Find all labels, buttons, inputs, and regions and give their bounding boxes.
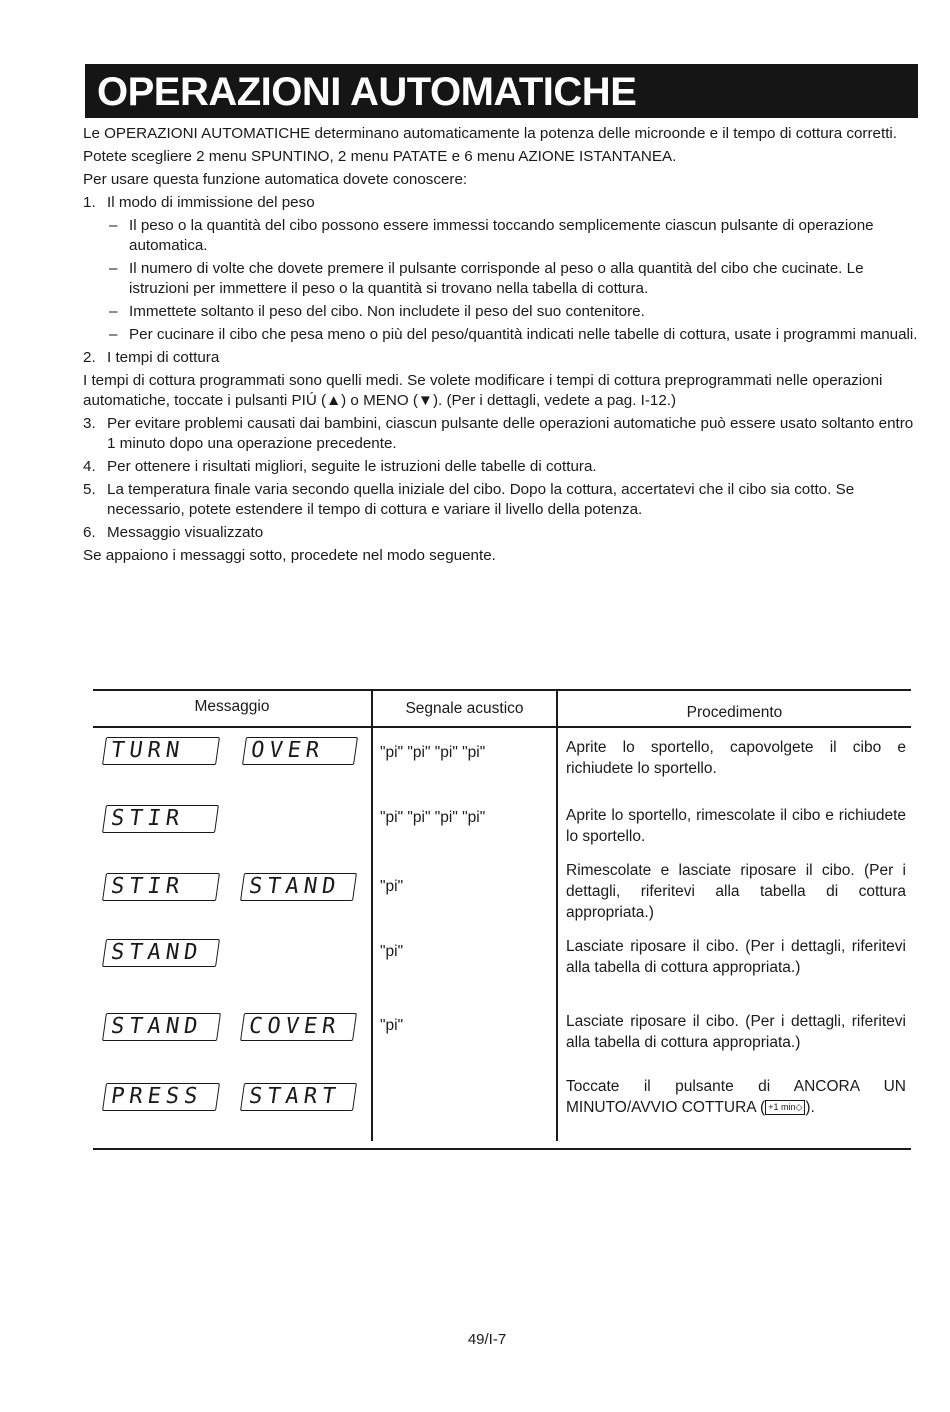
procedure-cell: Aprite lo sportello, rimescolate il cibo e richiudete lo sportello. xyxy=(566,807,906,845)
dash-icon: – xyxy=(109,217,118,234)
header-message: Messaggio xyxy=(194,698,270,715)
list-text: Messaggio visualizzato xyxy=(107,524,264,541)
lcd-display: STIR xyxy=(102,805,219,833)
list-item xyxy=(83,480,919,520)
intro-paragraph: Le OPERAZIONI AUTOMATICHE determinano automaticamente la potenza delle microonde e il tempo di cottura corretti. xyxy=(83,125,898,142)
lcd-display: COVER xyxy=(240,1013,357,1041)
list-text: Il modo di immissione del peso xyxy=(107,194,315,211)
procedure-text: Toccate il pulsante di ANCORA UN MINUTO/AVVIO COTTURA ( xyxy=(566,1078,906,1116)
list-text: Per ottenere i risultati migliori, seguite le istruzioni delle tabelle di cottura. xyxy=(107,458,597,475)
table-column-rule xyxy=(556,689,558,1141)
sound-cell: "pi" "pi" "pi" "pi" xyxy=(380,809,486,826)
lcd-display: STAND xyxy=(240,873,357,901)
list-number: 4. xyxy=(83,458,96,475)
lcd-display: STAND xyxy=(102,939,220,967)
dash-icon: – xyxy=(109,260,118,277)
page-title: OPERAZIONI AUTOMATICHE xyxy=(97,70,637,114)
list-number: 2. xyxy=(83,349,96,366)
list-item xyxy=(83,523,919,543)
list-item xyxy=(83,193,919,213)
bullet-text: Il peso o la quantità del cibo possono essere immessi toccando semplicemente ciascun pulsante di operazione automatica. xyxy=(129,217,874,254)
bullet-item xyxy=(109,259,919,299)
procedure-cell xyxy=(566,1076,906,1118)
lcd-display: TURN xyxy=(102,737,220,765)
list-number: 6. xyxy=(83,524,96,541)
procedure-cell: Lasciate riposare il cibo. (Per i dettagli, riferitevi alla tabella di cottura appropriata.) xyxy=(566,938,906,976)
list-item xyxy=(83,414,919,454)
table-column-rule xyxy=(371,689,373,1141)
lcd-display: STAND xyxy=(102,1013,221,1041)
intro-paragraph: Per usare questa funzione automatica dovete conoscere: xyxy=(83,171,468,188)
message-table xyxy=(93,689,911,1149)
sound-cell: "pi" xyxy=(380,1017,404,1034)
list-detail: Se appaiono i messaggi sotto, procedete nel modo seguente. xyxy=(83,547,496,564)
procedure-text-end: ). xyxy=(805,1099,815,1116)
list-text: La temperatura finale varia secondo quella iniziale del cibo. Dopo la cottura, accertatevi che il cibo sia cotto. Se necessario, potete estendere il tempo di cottura e variare il livello della potenza. xyxy=(107,481,855,518)
title-bar xyxy=(85,64,918,118)
bullet-item xyxy=(109,216,919,256)
lcd-display: STIR xyxy=(102,873,220,901)
list-detail: I tempi di cottura programmati sono quelli medi. Se volete modificare i tempi di cottura preprogrammati nelle operazioni automatiche, toccate i pulsanti PIÚ (▲) o MENO (▼). (Per i dettagli, vedete a pag. I-12.) xyxy=(83,372,883,409)
bullet-item xyxy=(109,302,919,322)
sound-cell: "pi" xyxy=(380,878,404,895)
dash-icon: – xyxy=(109,326,118,343)
list-number: 5. xyxy=(83,481,96,498)
table-bottom-rule xyxy=(93,1148,911,1150)
list-number: 1. xyxy=(83,194,96,211)
bullet-text: Immettete soltanto il peso del cibo. Non includete il peso del suo contenitore. xyxy=(129,303,645,320)
page-number: 49/I-7 xyxy=(467,1331,507,1348)
sound-cell: "pi" "pi" "pi" "pi" xyxy=(380,744,486,761)
list-item xyxy=(83,348,919,368)
bullet-item xyxy=(109,325,919,345)
procedure-cell: Lasciate riposare il cibo. (Per i dettagli, riferitevi alla tabella di cottura appropriata.) xyxy=(566,1013,906,1051)
list-text: I tempi di cottura xyxy=(107,349,220,366)
dash-icon: – xyxy=(109,303,118,320)
bullet-text: Per cucinare il cibo che pesa meno o più del peso/quantità indicati nelle tabelle di cottura, usate i programmi manuali. xyxy=(129,326,918,343)
lcd-display: OVER xyxy=(242,737,358,765)
table-top-rule xyxy=(93,689,911,691)
list-item xyxy=(83,457,919,477)
bullet-text: Il numero di volte che dovete premere il pulsante corrisponde al peso o alla quantità del cibo che cucinate. Le istruzioni per immettere il peso o la quantità si trovano nella tabella di cottura. xyxy=(129,260,864,297)
lcd-display: START xyxy=(240,1083,357,1111)
header-sound: Segnale acustico xyxy=(405,700,524,717)
lcd-display: PRESS xyxy=(102,1083,220,1111)
procedure-cell: Aprite lo sportello, capovolgete il cibo e richiudete lo sportello. xyxy=(566,739,906,777)
procedure-cell: Rimescolate e lasciate riposare il cibo. (Per i dettagli, riferitevi alla tabella di cottura appropriata.) xyxy=(566,862,906,921)
sound-cell: "pi" xyxy=(380,943,404,960)
list-text: Per evitare problemi causati dai bambini, ciascun pulsante delle operazioni automatiche può essere usato soltanto entro 1 minuto dopo una operazione precedente. xyxy=(107,415,914,452)
body-text xyxy=(83,124,919,569)
plus-one-minute-key-icon: +1 min◇ xyxy=(765,1100,805,1115)
intro-paragraph: Potete scegliere 2 menu SPUNTINO, 2 menu PATATE e 6 menu AZIONE ISTANTANEA. xyxy=(83,148,677,165)
table-header-rule xyxy=(93,726,911,728)
header-procedure: Procedimento xyxy=(686,704,783,721)
list-number: 3. xyxy=(83,415,96,432)
